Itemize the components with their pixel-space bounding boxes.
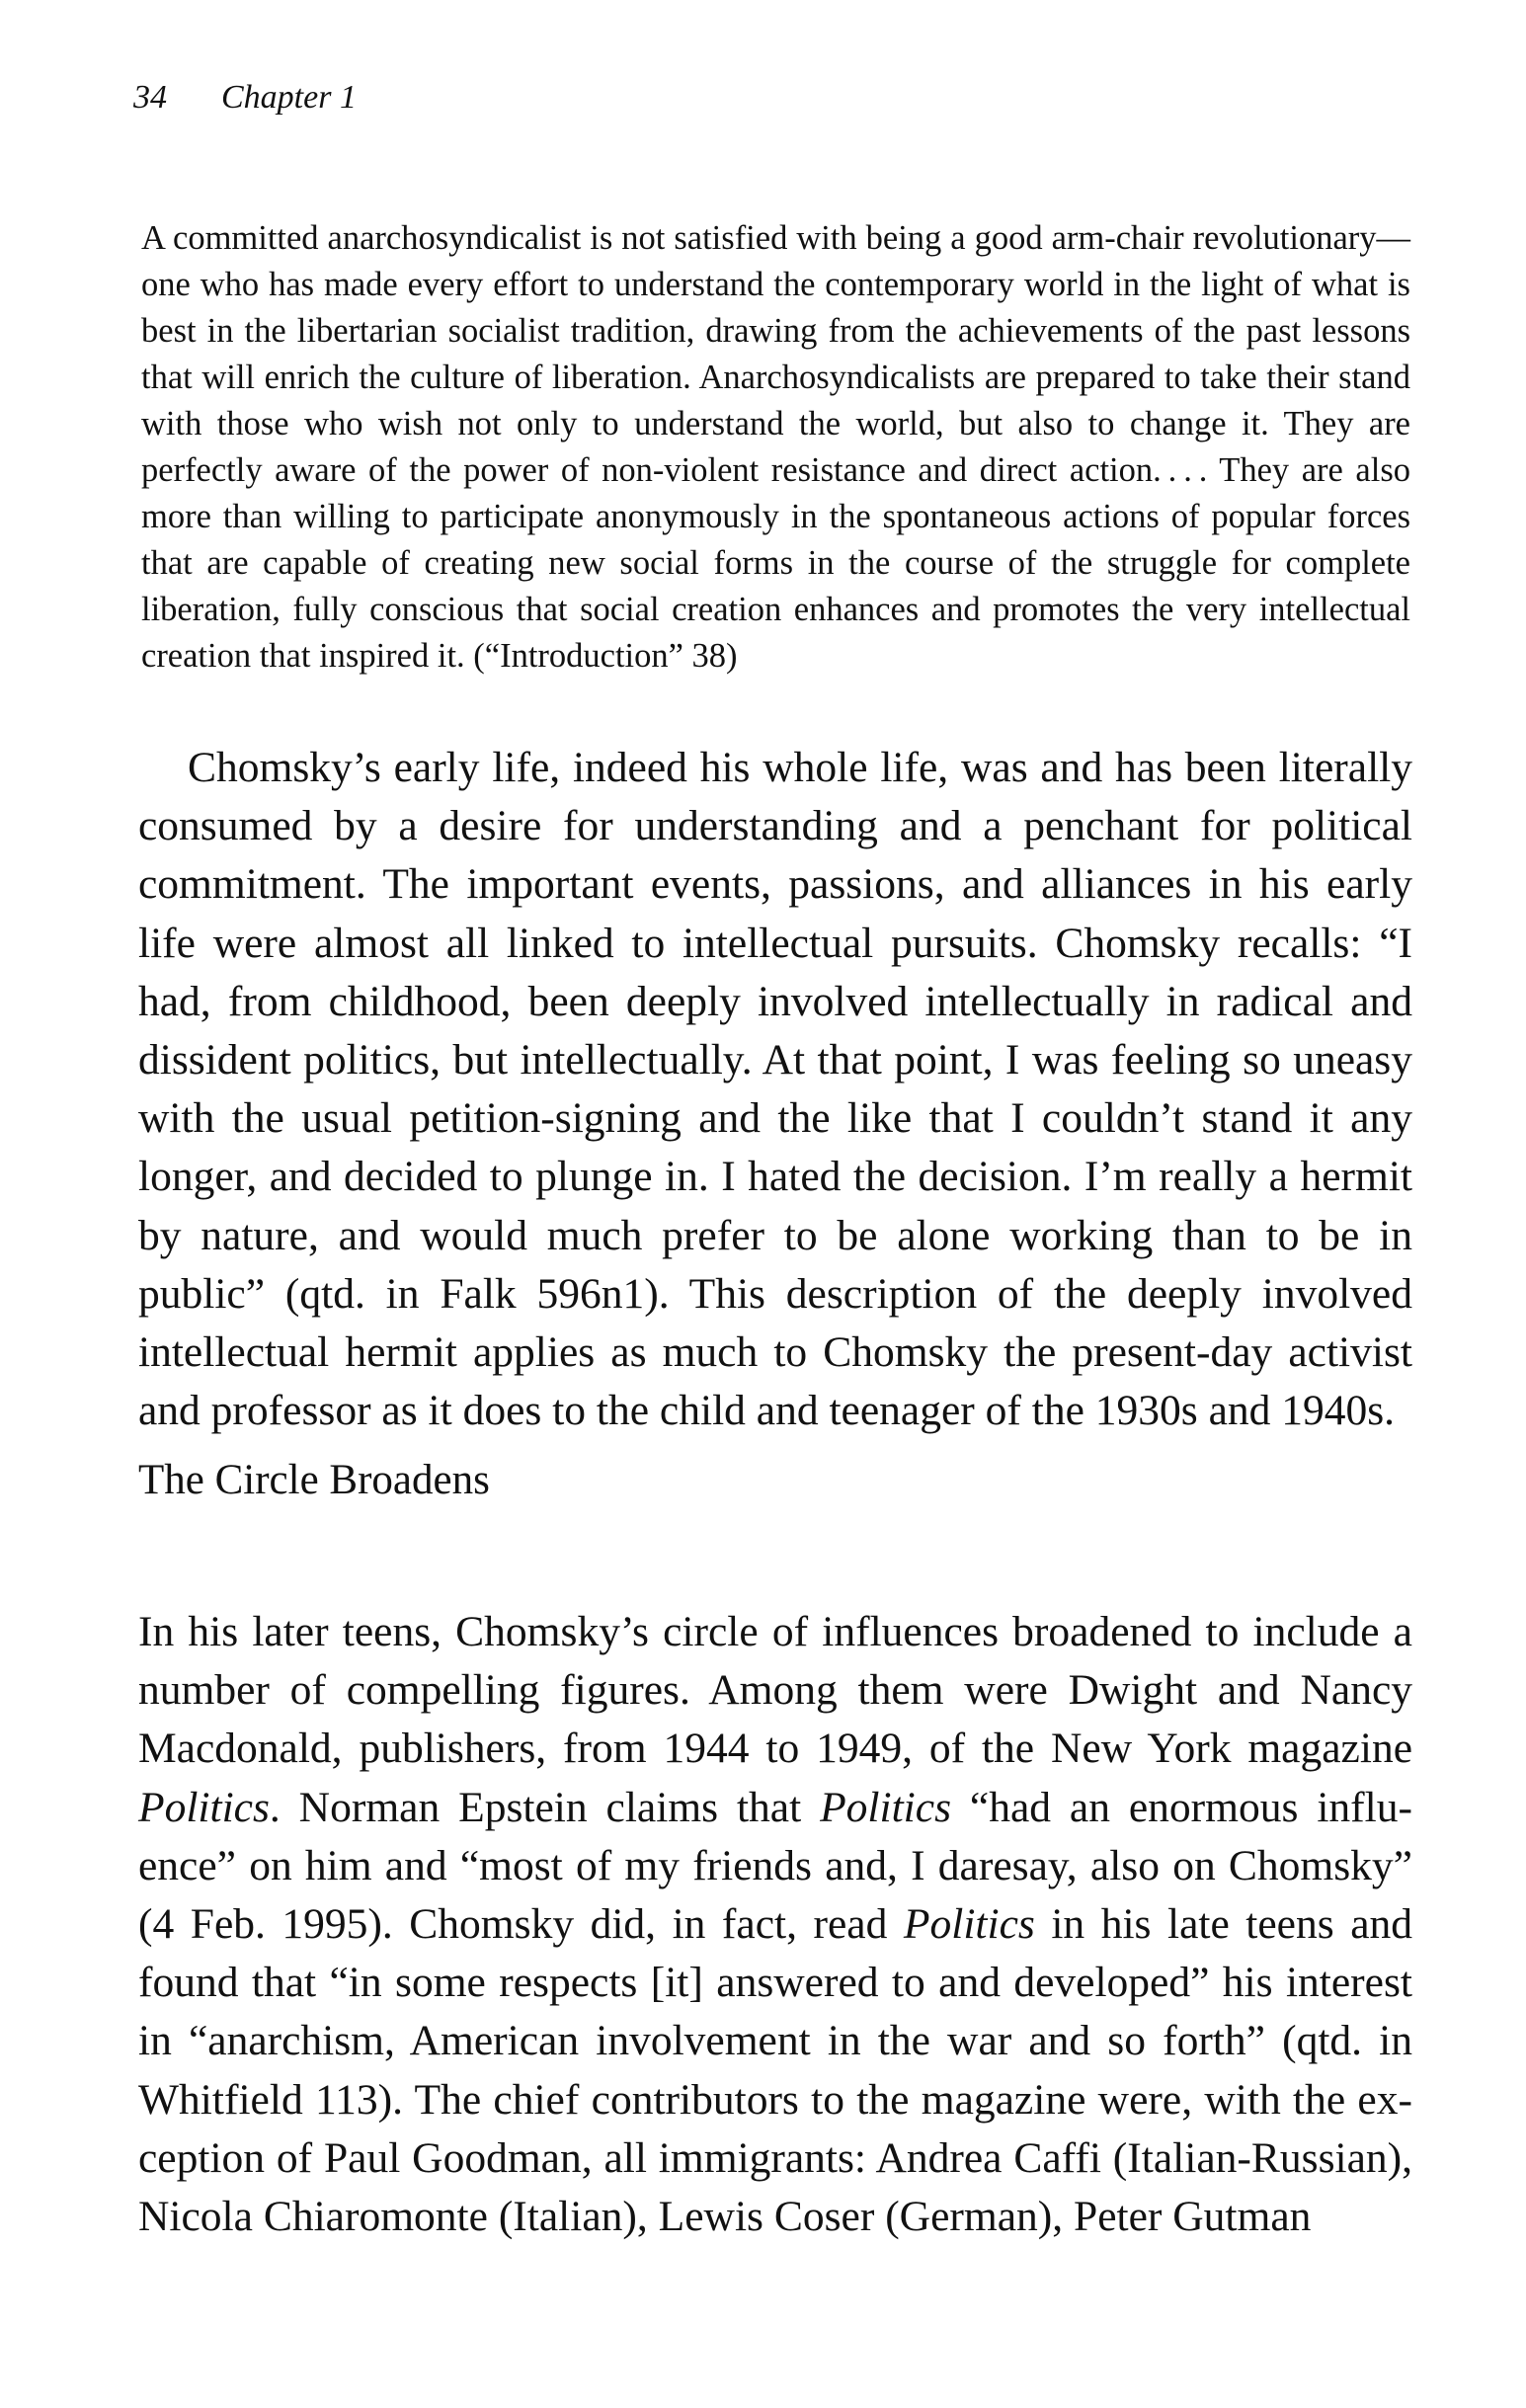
paragraph-text: in his late teens and found that “in some respects [it] answered to and developed” his interest in “anarchism, American involvement in the war and so forth” (qtd. in Whitfield 113). The chief contributors to the magazine were, with the exception of Paul Goodman, all immigrants: Andrea Caffi (Italian-Russian), Nicola Chiaromonte (Italian), Lewis Coser (German), Peter Gutman: [138, 1900, 1412, 2241]
body-paragraph-2: [138, 1603, 1412, 2246]
magazine-title: Politics: [820, 1783, 951, 1831]
magazine-title: Politics: [138, 1783, 270, 1831]
paragraph-text: . Norman Epstein claims that: [269, 1783, 821, 1831]
chapter-title: Chapter 1: [221, 79, 357, 116]
section-heading: The Circle Broadens: [138, 1457, 490, 1503]
paragraph-text: In his later teens, Chomsky’s circle of influences broadened to include a number of compelling figures. Among them were Dwight and Nancy Macdonald, publishers, from 1944 to 1949, of the New York magazine: [138, 1608, 1412, 1773]
page-number: 34: [133, 79, 167, 116]
magazine-title: Politics: [903, 1900, 1035, 1949]
body-paragraph-1: Chomsky’s early life, indeed his whole life, was and has been literally consumed by a desire for understanding and a penchant for political commitment. The important events, passions, and alliances in his early life were almost all linked to intellectual pursuits. Chomsky recalls: “I had, from childhood, been deeply involved intellectually in radical and dissident politics, but intellectually. At that point, I was feeling so uneasy with the usual petition-signing and the like that I couldn’t stand it any longer, and decided to plunge in. I hated the decision. I’m really a hermit by nature, and would much prefer to be alone working than to be in public” (qtd. in Falk 596n1). This description of the deeply involved intellectual hermit applies as much to Chomsky the present-day activist and professor as it does to the child and teenager of the 1930s and 1940s.: [138, 744, 1412, 1435]
block-quotation: A committed anarchosyndicalist is not satisfied with being a good arm-chair revolutionary—one who has made every effort to understand the contemporary world in the light of what is best in the libertarian socialist tradition, drawing from the achievements of the past lessons that will enrich the culture of liberation. Anarchosyndicalists are prepared to take their stand with those who wish not only to understand the world, but also to change it. They are perfectly aware of the power of non-violent resistance and direct action. . . . They are also more than willing to participate anonymously in the spontaneous actions of popular forces that are capable of creating new social forms in the course of the struggle for complete liberation, fully conscious that social creation enhances and promotes the very intellectual creation that inspired it. (“Introduction” 38): [141, 219, 1410, 675]
paragraph-text: “had an enormous influence” on him and “most of my friends and, I daresay, also on Chomsky” (4 Feb. 1995). Chomsky did, in fact, read: [138, 1783, 1412, 1949]
running-head: [133, 81, 357, 115]
